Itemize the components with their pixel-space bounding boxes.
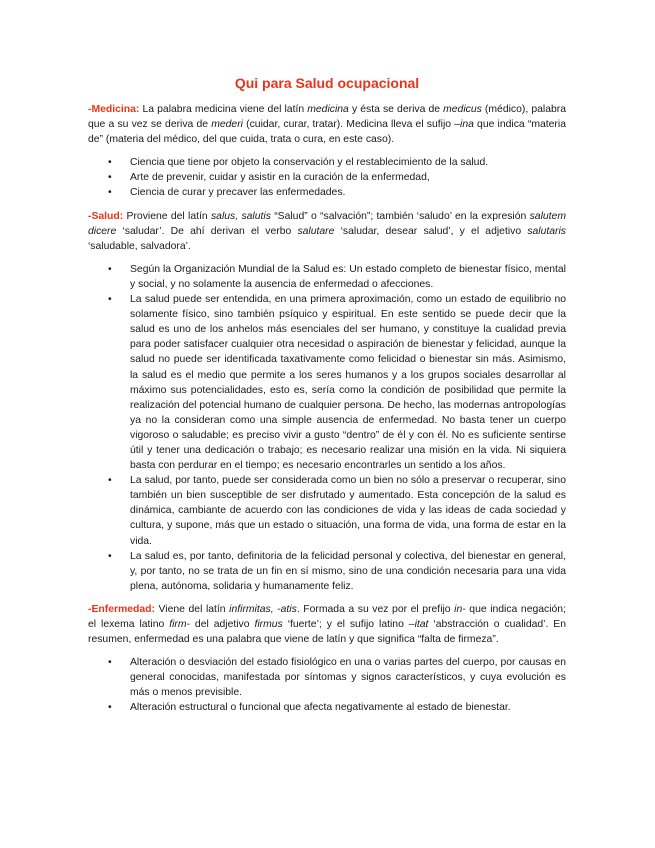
italic-run: salutem dicere	[88, 210, 566, 237]
enfermedad-term: -Enfermedad:	[88, 603, 155, 615]
italic-run: in-	[454, 603, 466, 615]
list-item	[108, 473, 566, 548]
list-item	[108, 170, 566, 185]
text-run: . Formada a su vez por el prefijo	[296, 603, 455, 615]
text-run: La palabra medicina viene del latín	[139, 104, 308, 115]
document-page	[88, 74, 566, 726]
bullet-icon: •	[108, 657, 112, 669]
italic-run: itat	[414, 619, 429, 630]
list-item-text: Ciencia que tiene por objeto la conservación y el restablecimiento de la salud.	[130, 157, 489, 169]
list-item-text: La salud, por tanto, puede ser considerada como un bien no sólo a preservar o recuperar, sino también un bien susceptible de ser disfrutado y aumentado. Esta concepción de la salud es dinámica, cambiante de acuerdo con las condiciones de vida y las ideas de cada sociedad y cultura, y supone, más que un estado o situación, una forma de vida, una forma de estar en la vida.	[130, 475, 566, 547]
text-run: ‘saludar, desear salud’, y el adjetivo	[334, 225, 528, 237]
list-item	[108, 549, 566, 594]
medicina-term: -Medicina:	[88, 104, 140, 115]
bullet-icon: •	[108, 475, 112, 487]
list-item-text: Arte de prevenir, cuidar y asistir en la curación de la enfermedad,	[130, 172, 430, 184]
salud-list	[88, 262, 566, 594]
italic-run: medicina	[307, 104, 349, 115]
text-run: que indica negación; el lexema latino	[88, 603, 566, 630]
list-item	[108, 185, 566, 200]
medicina-paragraph	[88, 102, 566, 147]
salud-paragraph	[88, 209, 566, 254]
list-item	[108, 292, 566, 473]
list-item-text: La salud puede ser entendida, en una primera aproximación, como un estado de equilibrio no solamente físico, sino también psíquico y espiritual. En este sentido se puede decir que la salud es uno de los anhelos más esenciales del ser humano, y constituye la cualidad previa para poder satisfacer cualquier otra necesidad o aspiración de bienestar y felicidad, aunque la salud no puede ser identificada taxativamente como felicidad o bienestar sin más. Asimismo, la salud es el medio que permite a los seres humanos y a los grupos sociales desarrollar al máximo sus potencialidades, esto es, sería como la condición de posibilidad que permite la realización del potencial humano de cualquier persona. De hecho, las modernas antropologías ya no la consideran como una simple ausencia de enfermedad. No basta tener un cuerpo vigoroso o saludable; es preciso vivir a gusto “dentro” de él y con él. No es suficiente sentirse útil y tener una dedicación o trabajo; es necesario realizar una misión en la vida. Ni siquiera basta con perdurar en el tiempo; es necesario encontrarles un sentido a los años.	[130, 294, 566, 472]
text-run: ‘fuerte’; y el sufijo latino –	[282, 619, 415, 630]
italic-run: ina	[460, 119, 474, 131]
medicina-list	[88, 155, 566, 200]
italic-run: salutaris	[527, 225, 567, 237]
list-item-text: La salud es, por tanto, definitoria de la felicidad personal y colectiva, del bienestar en general, y, por tanto, no se trata de un fin en sí mismo, sino de una condición necesaria para una vida plena, autónoma, solidaria y humanamente feliz.	[130, 550, 566, 592]
list-item-text: Según la Organización Mundial de la Salud es: Un estado completo de bienestar físico, mental y social, y no solamente la ausencia de enfermedad o afecciones.	[130, 263, 566, 290]
text-run: ‘saludar’. De ahí derivan el verbo	[116, 225, 298, 237]
list-item	[108, 155, 566, 170]
bullet-icon: •	[108, 294, 112, 306]
italic-run: medicus	[443, 104, 482, 115]
list-item-text: Alteración o desviación del estado fisiológico en una o varias partes del cuerpo, por causas en general conocidas, manifestada por síntomas y signos característicos, y cuya evolución es más o menos previsible.	[130, 657, 566, 699]
italic-run: infirmitas, -atis	[229, 603, 297, 615]
text-run: “Salud” o “salvación”; también ‘saludo’ en la expresión	[270, 210, 530, 222]
enfermedad-paragraph	[88, 602, 566, 647]
italic-run: salus, salutis	[210, 210, 271, 222]
list-item	[108, 262, 566, 292]
list-item	[108, 700, 566, 715]
italic-run: salutare	[297, 225, 335, 237]
bullet-icon: •	[108, 157, 112, 169]
bullet-icon: •	[108, 263, 112, 275]
bullet-icon: •	[108, 172, 112, 184]
enfermedad-list	[88, 655, 566, 715]
text-run: (cuidar, curar, tratar). Medicina lleva el sufijo –	[242, 119, 461, 131]
italic-run: firmus	[254, 619, 283, 630]
text-run: ‘saludable, salvadora’.	[88, 240, 191, 252]
italic-run: mederi	[211, 119, 243, 131]
bullet-icon: •	[108, 702, 112, 714]
text-run: Viene del latín	[154, 603, 230, 615]
text-run: ‘abstracción o cualidad’. En resumen, enfermedad es una palabra que viene de latín y que significa “falta de firmeza”.	[88, 619, 566, 646]
text-run: y ésta se deriva de	[348, 104, 444, 115]
list-item-text: Alteración estructural o funcional que afecta negativamente al estado de bienestar.	[130, 702, 511, 714]
italic-run: firm-	[169, 619, 190, 630]
list-item	[108, 655, 566, 700]
bullet-icon: •	[108, 550, 112, 562]
document-title: Qui para Salud ocupacional	[234, 75, 420, 91]
text-run: (médico), palabra que a su vez se deriva de	[88, 104, 566, 131]
salud-term: -Salud:	[88, 210, 124, 222]
text-run: del adjetivo	[190, 619, 255, 630]
text-run: que indica “materia de” (materia del médico, del que cuida, trata o cura, en este caso).	[88, 119, 566, 146]
text-run: Proviene del latín	[123, 210, 211, 222]
bullet-icon: •	[108, 187, 112, 199]
list-item-text: Ciencia de curar y precaver las enfermedades.	[130, 187, 346, 199]
